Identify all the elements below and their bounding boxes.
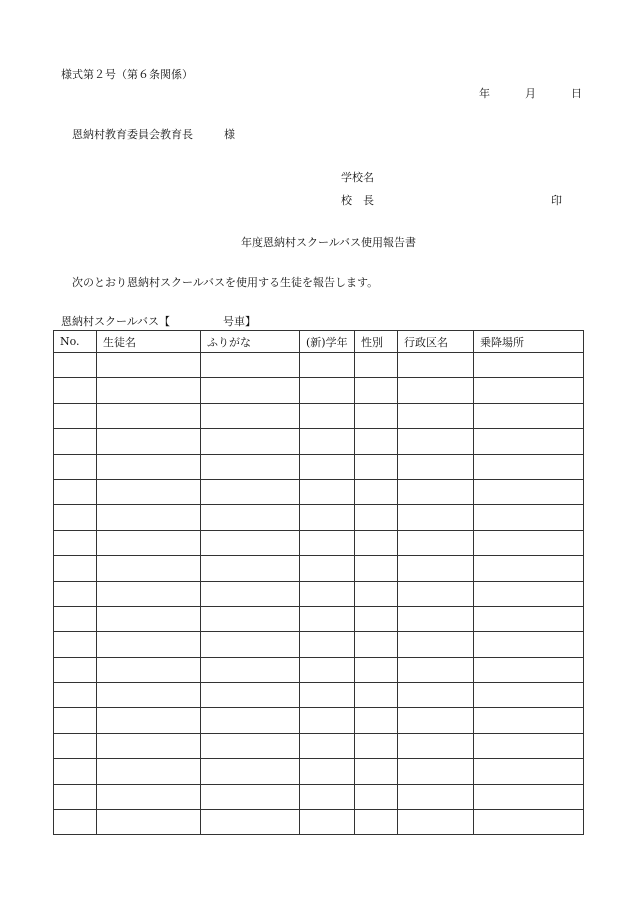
gender-cell [355,556,398,581]
grade-cell [300,505,355,530]
gender-cell [355,733,398,758]
no-cell [54,454,97,479]
furigana-cell [201,530,300,555]
furigana-cell [201,759,300,784]
grade-cell [300,378,355,403]
furigana-cell [201,606,300,631]
district-cell [398,708,474,733]
boarding-place-cell [474,454,584,479]
document-title: 年度恩納村スクールバス使用報告書 [241,236,417,249]
district-cell [398,454,474,479]
boarding-place-cell [474,353,584,378]
no-cell [54,505,97,530]
table-row [54,378,584,403]
district-cell [398,378,474,403]
gender-cell [355,530,398,555]
column-header-student-name: 生徒名 [97,331,201,353]
boarding-place-cell [474,403,584,428]
table-row [54,657,584,682]
district-cell [398,581,474,606]
student-name-cell [97,429,201,454]
grade-cell [300,454,355,479]
table-row [54,810,584,835]
bus-number-prefix: 恩納村スクールバス【 [61,315,171,328]
student-name-cell [97,632,201,657]
student-name-cell [97,657,201,682]
boarding-place-cell [474,530,584,555]
district-cell [398,683,474,708]
table-row [54,708,584,733]
gender-cell [355,353,398,378]
no-cell [54,378,97,403]
student-name-cell [97,683,201,708]
table-row [54,454,584,479]
boarding-place-cell [474,378,584,403]
no-cell [54,556,97,581]
district-cell [398,784,474,809]
grade-cell [300,556,355,581]
student-name-cell [97,556,201,581]
district-cell [398,606,474,631]
column-header-furigana: ふりがな [201,331,300,353]
student-name-cell [97,784,201,809]
addressee-name: 恩納村教育委員会教育長 [72,128,193,141]
date-year-label: 年 [479,87,490,100]
grade-cell [300,657,355,682]
student-name-cell [97,759,201,784]
table-row [54,733,584,758]
boarding-place-cell [474,657,584,682]
table-row [54,632,584,657]
student-name-cell [97,403,201,428]
boarding-place-cell [474,759,584,784]
furigana-cell [201,632,300,657]
no-cell [54,683,97,708]
boarding-place-cell [474,810,584,835]
table-row [54,759,584,784]
table-row [54,429,584,454]
grade-cell [300,810,355,835]
furigana-cell [201,657,300,682]
gender-cell [355,505,398,530]
gender-cell [355,403,398,428]
furigana-cell [201,429,300,454]
furigana-cell [201,556,300,581]
gender-cell [355,683,398,708]
student-roster-table [53,330,584,835]
student-name-cell [97,810,201,835]
gender-cell [355,606,398,631]
district-cell [398,632,474,657]
no-cell [54,581,97,606]
student-name-cell [97,378,201,403]
gender-cell [355,784,398,809]
no-cell [54,530,97,555]
no-cell [54,353,97,378]
grade-cell [300,403,355,428]
table-row [54,606,584,631]
district-cell [398,429,474,454]
grade-cell [300,784,355,809]
boarding-place-cell [474,632,584,657]
bus-number-suffix: 号車】 [223,315,256,328]
district-cell [398,403,474,428]
table-row [54,479,584,504]
boarding-place-cell [474,733,584,758]
school-name-label: 学校名 [341,171,374,184]
student-name-cell [97,505,201,530]
district-cell [398,733,474,758]
gender-cell [355,429,398,454]
gender-cell [355,479,398,504]
grade-cell [300,632,355,657]
furigana-cell [201,403,300,428]
furigana-cell [201,810,300,835]
date-month-label: 月 [525,87,536,100]
addressee-honorific: 様 [224,128,235,141]
gender-cell [355,810,398,835]
gender-cell [355,657,398,682]
boarding-place-cell [474,708,584,733]
district-cell [398,353,474,378]
furigana-cell [201,378,300,403]
student-name-cell [97,733,201,758]
grade-cell [300,353,355,378]
grade-cell [300,708,355,733]
furigana-cell [201,708,300,733]
no-cell [54,429,97,454]
table-row [54,683,584,708]
no-cell [54,708,97,733]
furigana-cell [201,353,300,378]
no-cell [54,657,97,682]
grade-cell [300,683,355,708]
boarding-place-cell [474,556,584,581]
no-cell [54,403,97,428]
principal-label: 校 長 [341,194,374,207]
district-cell [398,810,474,835]
date-day-label: 日 [571,87,582,100]
district-cell [398,759,474,784]
table-row [54,556,584,581]
boarding-place-cell [474,479,584,504]
furigana-cell [201,784,300,809]
district-cell [398,657,474,682]
no-cell [54,759,97,784]
boarding-place-cell [474,505,584,530]
grade-cell [300,530,355,555]
grade-cell [300,759,355,784]
gender-cell [355,454,398,479]
column-header-district: 行政区名 [398,331,474,353]
column-header-boarding-place: 乗降場所 [474,331,584,353]
boarding-place-cell [474,581,584,606]
furigana-cell [201,479,300,504]
no-cell [54,810,97,835]
table-row [54,784,584,809]
student-name-cell [97,606,201,631]
gender-cell [355,708,398,733]
table-row [54,353,584,378]
no-cell [54,606,97,631]
no-cell [54,733,97,758]
no-cell [54,784,97,809]
grade-cell [300,479,355,504]
table-row [54,530,584,555]
student-name-cell [97,479,201,504]
column-header-gender: 性別 [355,331,398,353]
column-header-grade: (新)学年 [300,331,355,353]
student-name-cell [97,353,201,378]
district-cell [398,530,474,555]
grade-cell [300,429,355,454]
grade-cell [300,581,355,606]
furigana-cell [201,454,300,479]
student-name-cell [97,581,201,606]
gender-cell [355,581,398,606]
boarding-place-cell [474,683,584,708]
no-cell [54,479,97,504]
form-number: 様式第２号（第６条関係） [61,68,193,81]
district-cell [398,556,474,581]
district-cell [398,505,474,530]
table-header-row [54,331,584,353]
student-name-cell [97,708,201,733]
district-cell [398,479,474,504]
table-row [54,505,584,530]
no-cell [54,632,97,657]
gender-cell [355,378,398,403]
table-row [54,403,584,428]
column-header-no: No. [54,331,97,353]
grade-cell [300,606,355,631]
boarding-place-cell [474,429,584,454]
furigana-cell [201,683,300,708]
furigana-cell [201,733,300,758]
body-text: 次のとおり恩納村スクールバスを使用する生徒を報告します。 [72,276,379,289]
student-name-cell [97,454,201,479]
furigana-cell [201,581,300,606]
furigana-cell [201,505,300,530]
boarding-place-cell [474,606,584,631]
seal-label: 印 [551,194,562,207]
student-name-cell [97,530,201,555]
gender-cell [355,632,398,657]
table-row [54,581,584,606]
boarding-place-cell [474,784,584,809]
gender-cell [355,759,398,784]
grade-cell [300,733,355,758]
